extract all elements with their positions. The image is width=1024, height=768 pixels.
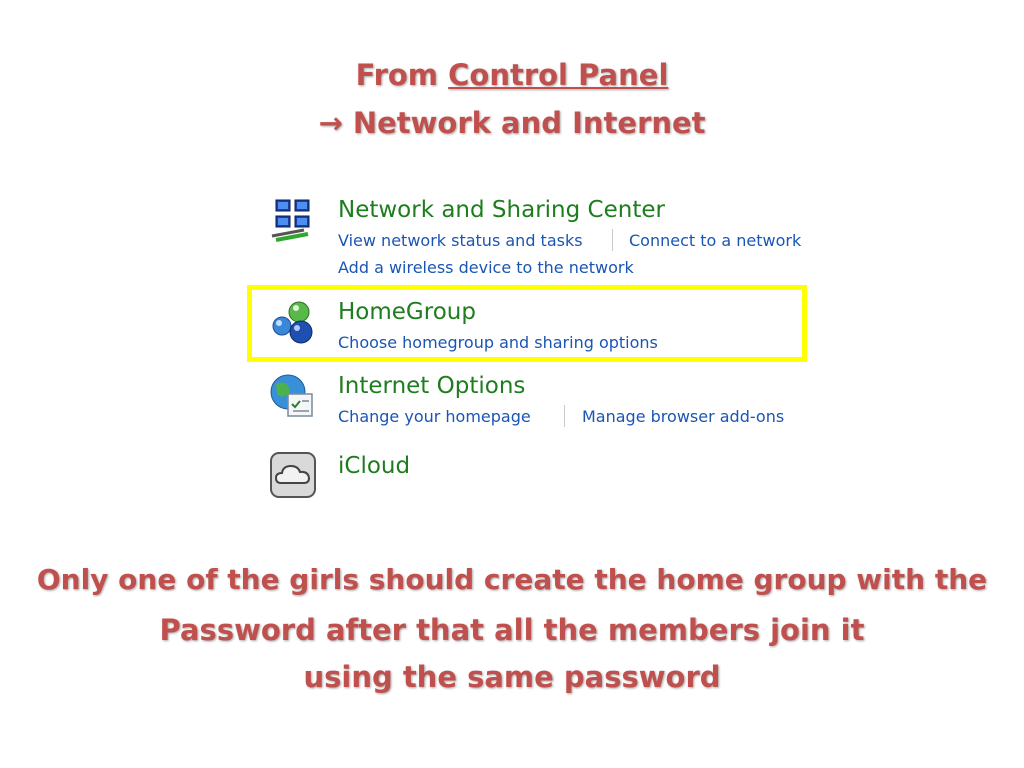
homegroup-highlight-box bbox=[247, 285, 807, 362]
instruction-line3: using the same password bbox=[303, 660, 721, 694]
homegroup-title[interactable]: HomeGroup bbox=[338, 299, 476, 325]
slide-heading-line1 bbox=[0, 58, 1024, 92]
instruction-line2: Password after that all the members join it bbox=[159, 613, 865, 647]
icloud-icon bbox=[268, 450, 318, 500]
slide-heading-line2: → Network and Internet bbox=[318, 106, 706, 140]
add-wireless-device-link[interactable]: Add a wireless device to the network bbox=[338, 258, 634, 277]
internet-options-title[interactable]: Internet Options bbox=[338, 373, 526, 399]
network-sharing-center-title[interactable]: Network and Sharing Center bbox=[338, 197, 665, 223]
change-homepage-link[interactable]: Change your homepage bbox=[338, 407, 531, 426]
internet-options-icon bbox=[268, 370, 318, 420]
network-sharing-icon bbox=[268, 196, 318, 246]
choose-homegroup-options-link[interactable]: Choose homegroup and sharing options bbox=[338, 333, 658, 352]
link-separator bbox=[564, 405, 565, 427]
view-network-status-link[interactable]: View network status and tasks bbox=[338, 231, 583, 250]
control-panel-link[interactable]: Control Panel bbox=[448, 58, 669, 92]
icloud-title[interactable]: iCloud bbox=[338, 453, 411, 479]
manage-browser-addons-link[interactable]: Manage browser add-ons bbox=[582, 407, 785, 426]
instruction-line1: Only one of the girls should create the home group with the bbox=[36, 563, 988, 596]
link-separator bbox=[612, 229, 613, 251]
connect-to-network-link[interactable]: Connect to a network bbox=[629, 231, 802, 250]
heading-prefix: From bbox=[355, 58, 449, 92]
